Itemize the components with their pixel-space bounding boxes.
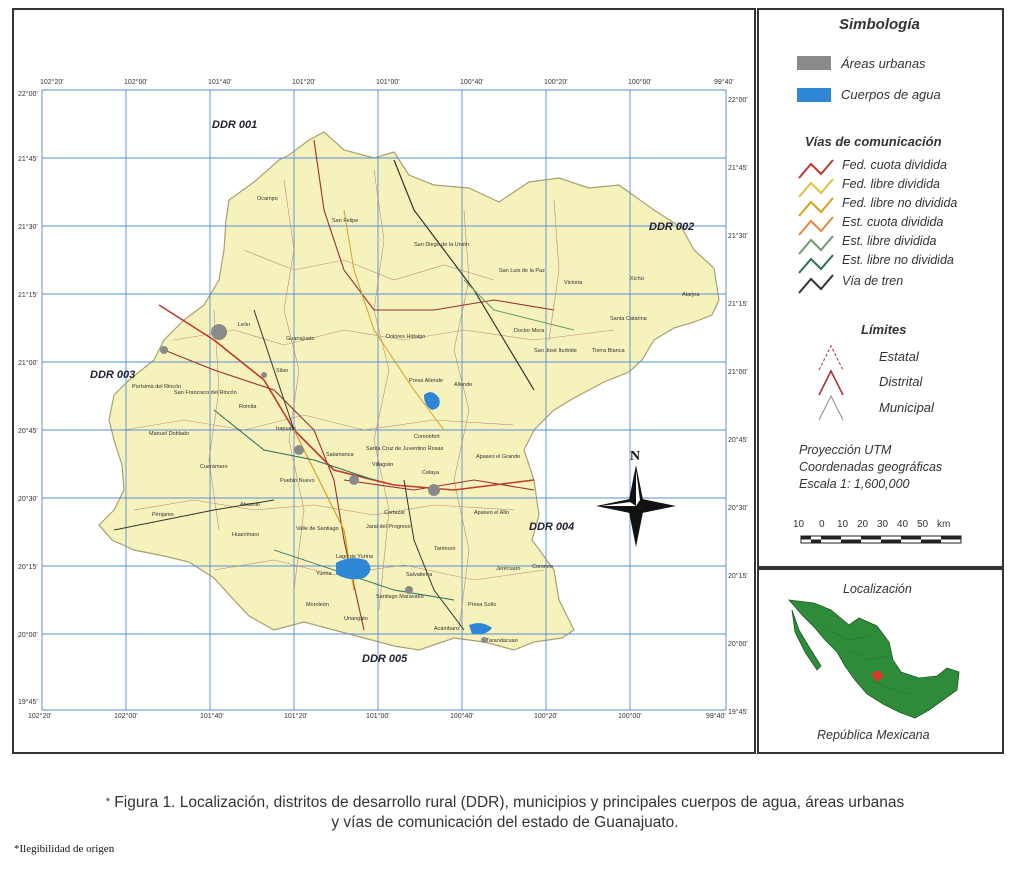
svg-text:San Francisco del Rincón: San Francisco del Rincón [174, 390, 237, 396]
legend-road-3: Est. cuota dividida [842, 215, 944, 229]
svg-text:20°30': 20°30' [728, 505, 748, 512]
svg-text:Purísima del Rincón: Purísima del Rincón [132, 384, 182, 390]
svg-text:Salamanca: Salamanca [326, 452, 354, 458]
svg-text:Apaseo el Alto: Apaseo el Alto [474, 510, 510, 516]
svg-text:99°40': 99°40' [714, 79, 734, 86]
ddr-005-label: DDR 005 [362, 653, 408, 665]
projection-line-3: Escala 1: 1,600,000 [799, 477, 910, 491]
caption-marker: * [105, 796, 110, 808]
svg-text:102°20': 102°20' [28, 713, 52, 720]
svg-text:21°00': 21°00' [728, 369, 748, 376]
longitude-ticks-top [40, 78, 734, 86]
svg-text:99°40': 99°40' [706, 713, 726, 720]
legend-water-label: Cuerpos de agua [841, 87, 941, 102]
svg-text:100°00': 100°00' [618, 713, 642, 720]
latitude-ticks-left [18, 90, 38, 706]
svg-text:Abasolo: Abasolo [240, 502, 260, 508]
svg-text:Irapuato: Irapuato [276, 426, 297, 432]
legend-title: Simbología [839, 16, 920, 33]
svg-text:101°00': 101°00' [376, 79, 400, 86]
svg-text:Presa Solís: Presa Solís [468, 602, 497, 608]
svg-text:21°30': 21°30' [728, 233, 748, 240]
caption-line-1: Figura 1. Localización, distritos de desarrollo rural (DDR), municipios y principales cuerpos de agua, áreas urbanas [114, 794, 905, 811]
svg-text:San Felipe: San Felipe [332, 218, 359, 224]
svg-text:Tarimoro: Tarimoro [434, 546, 456, 552]
map-panel [12, 8, 756, 754]
svg-text:Villagrán: Villagrán [372, 462, 394, 468]
svg-text:Uriangato: Uriangato [344, 616, 368, 622]
ddr-003-label: DDR 003 [90, 369, 136, 381]
svg-text:21°15': 21°15' [728, 301, 748, 308]
svg-text:Moroleón: Moroleón [306, 602, 329, 608]
svg-text:102°00': 102°00' [114, 713, 138, 720]
legend-roads-title: Vías de comunicación [805, 134, 942, 149]
north-label: N [630, 449, 641, 464]
svg-text:Huanímaro: Huanímaro [232, 532, 260, 538]
svg-text:20°15': 20°15' [18, 564, 38, 571]
svg-text:León: León [238, 322, 251, 328]
svg-text:Comonfort: Comonfort [414, 434, 440, 440]
svg-text:101°00': 101°00' [366, 713, 390, 720]
svg-text:San Luis de la Paz: San Luis de la Paz [499, 268, 545, 274]
svg-text:101°20': 101°20' [284, 713, 308, 720]
svg-text:100°20': 100°20' [534, 713, 558, 720]
svg-text:Jerécuaro: Jerécuaro [496, 566, 521, 572]
svg-text:102°00': 102°00' [124, 79, 148, 86]
latitude-ticks-right [728, 96, 748, 716]
ddr-004-label: DDR 004 [529, 521, 575, 533]
location-inset [757, 568, 1004, 754]
svg-text:Valle de Santiago: Valle de Santiago [296, 526, 339, 532]
legend-road-1: Fed. libre dividida [842, 177, 940, 191]
svg-text:21°45': 21°45' [728, 165, 748, 172]
svg-text:20°00': 20°00' [728, 641, 748, 648]
svg-text:Atarjea: Atarjea [682, 292, 700, 298]
legend-panel: Simbología Áreas urbanas Cuerpos de agua Vías de comunicación Fed. cuota dividida Fed. libre dividida Fed. libre no dividida Est. cuota dividida Est. libre dividida Est. libre no dividida Vía de tren Límites Estatal Distrital Municipal Proyección UTM Coordenadas geográficas Escala 1: 1,600,000 10 0 10 20 30 40 50 km [757, 8, 1004, 568]
svg-text:Santiago Maravatío: Santiago Maravatío [376, 594, 424, 600]
scale-bar [801, 536, 961, 543]
legend-road-0: Fed. cuota dividida [842, 158, 947, 172]
location-country-label: República Mexicana [817, 728, 930, 742]
projection-line-1: Proyección UTM [799, 443, 892, 457]
svg-text:22°00': 22°00' [18, 91, 38, 98]
svg-text:19°45': 19°45' [728, 709, 748, 716]
svg-text:20°15': 20°15' [728, 573, 748, 580]
guanajuato-map [14, 10, 758, 756]
svg-text:21°15': 21°15' [18, 292, 38, 299]
ddr-002-label: DDR 002 [649, 221, 695, 233]
svg-text:20°45': 20°45' [18, 428, 38, 435]
svg-text:102°20': 102°20' [40, 79, 64, 86]
legend-limit-1: Distrital [879, 374, 923, 389]
caption-line-2: y vías de comunicación del estado de Guanajuato. [331, 814, 679, 831]
svg-text:Allende: Allende [454, 382, 473, 388]
svg-text:20°00': 20°00' [18, 632, 38, 639]
svg-text:101°40': 101°40' [200, 713, 224, 720]
legend-limits-title: Límites [861, 322, 907, 337]
svg-text:Santa Cruz de Juventino Rosas: Santa Cruz de Juventino Rosas [366, 446, 444, 452]
figure-caption [20, 792, 990, 833]
urban-area-swatch [797, 56, 831, 70]
svg-text:Romita: Romita [239, 404, 257, 410]
svg-text:Doctor Mora: Doctor Mora [514, 328, 545, 334]
svg-text:Salvatierra: Salvatierra [406, 572, 433, 578]
ddr-001-label: DDR 001 [212, 119, 258, 131]
svg-text:San José Iturbide: San José Iturbide [534, 348, 577, 354]
legend-limit-0: Estatal [879, 349, 919, 364]
svg-text:Tierra Blanca: Tierra Blanca [592, 348, 625, 354]
legend-limit-2: Municipal [879, 400, 934, 415]
svg-text:Apaseo el Grande: Apaseo el Grande [476, 454, 521, 460]
svg-text:San Diego de la Unión: San Diego de la Unión [414, 242, 470, 248]
svg-text:Cuerámaro: Cuerámaro [200, 464, 228, 470]
svg-text:101°40': 101°40' [208, 79, 232, 86]
svg-text:21°30': 21°30' [18, 224, 38, 231]
svg-text:Presa Allende: Presa Allende [409, 378, 443, 384]
svg-text:Pénjamo: Pénjamo [152, 512, 174, 518]
svg-text:20°30': 20°30' [18, 496, 38, 503]
legend-road-6: Vía de tren [842, 274, 904, 288]
lago-de-yuriria-water [336, 558, 371, 579]
legend-road-4: Est. libre dividida [842, 234, 937, 248]
svg-text:Coroneo: Coroneo [532, 564, 554, 570]
svg-text:Guanajuato: Guanajuato [286, 336, 315, 342]
svg-text:Cortazar: Cortazar [384, 510, 406, 516]
svg-text:Tarandacuao: Tarandacuao [486, 638, 518, 644]
svg-text:Celaya: Celaya [422, 470, 440, 476]
legend-road-2: Fed. libre no dividida [842, 196, 958, 210]
svg-text:Pueblo Nuevo: Pueblo Nuevo [280, 478, 315, 484]
legend-urban-label: Áreas urbanas [841, 56, 926, 71]
svg-text:19°45': 19°45' [18, 699, 38, 706]
svg-text:Santa Catarina: Santa Catarina [610, 316, 647, 322]
location-title: Localización [843, 582, 912, 596]
svg-text:Victoria: Victoria [564, 280, 583, 286]
svg-text:100°40': 100°40' [450, 713, 474, 720]
water-swatch [797, 88, 831, 102]
svg-text:Jaral del Progreso: Jaral del Progreso [366, 524, 411, 530]
svg-text:Manuel Doblado: Manuel Doblado [149, 431, 190, 437]
svg-text:21°00': 21°00' [18, 360, 38, 367]
svg-text:Lago de Yuriria: Lago de Yuriria [336, 554, 373, 560]
svg-text:Yuriria: Yuriria [316, 571, 332, 577]
svg-text:Dolores Hidalgo: Dolores Hidalgo [386, 334, 426, 340]
projection-line-2: Coordenadas geográficas [799, 460, 943, 474]
svg-text:101°20': 101°20' [292, 79, 316, 86]
longitude-ticks-bottom [28, 712, 726, 720]
svg-text:100°40': 100°40' [460, 79, 484, 86]
legend-road-5: Est. libre no dividida [842, 253, 954, 267]
svg-text:Xichú: Xichú [630, 276, 644, 282]
svg-text:21°45': 21°45' [18, 156, 38, 163]
svg-text:Ocampo: Ocampo [257, 196, 278, 202]
svg-text:Silao: Silao [276, 368, 289, 374]
svg-text:100°00': 100°00' [628, 79, 652, 86]
illegibility-note: *Ilegibilidad de origen [14, 843, 115, 855]
svg-text:22°00': 22°00' [728, 97, 748, 104]
svg-text:Acámbaro: Acámbaro [434, 626, 460, 632]
svg-text:100°20': 100°20' [544, 79, 568, 86]
svg-text:20°45': 20°45' [728, 437, 748, 444]
